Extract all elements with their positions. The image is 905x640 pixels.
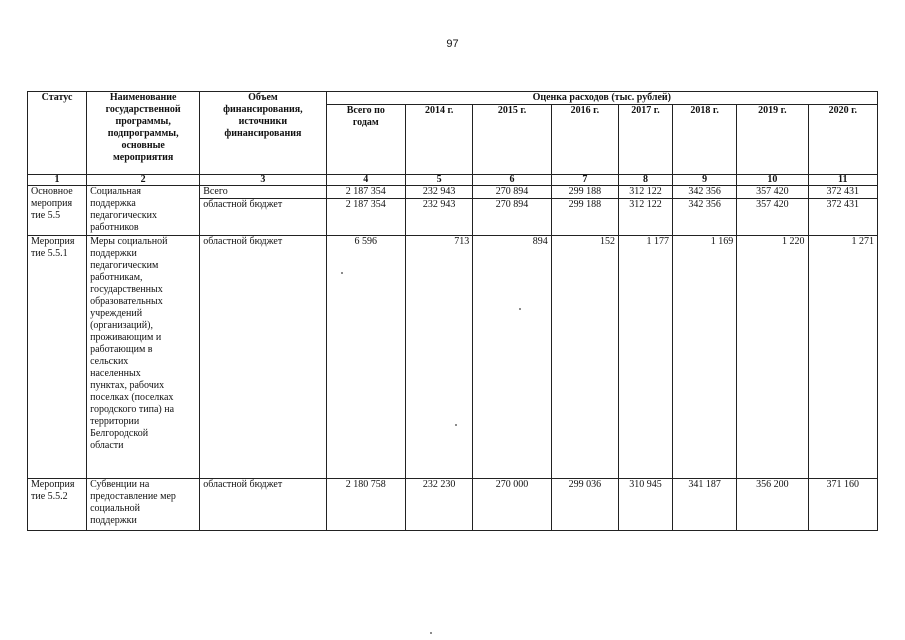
- header-year: 2020 г.: [808, 105, 877, 175]
- scan-speck: [519, 308, 521, 310]
- row-value: 342 356: [673, 199, 737, 236]
- row-total: 2 187 354: [326, 186, 405, 199]
- table-row: [28, 479, 878, 531]
- header-year: 2018 г.: [673, 105, 737, 175]
- row-value: 894: [473, 236, 551, 479]
- column-number: 2: [87, 175, 200, 186]
- scan-speck: [455, 424, 457, 426]
- row-value: 1 271: [808, 236, 877, 479]
- row-value: 299 188: [551, 199, 618, 236]
- row-total: 2 187 354: [326, 199, 405, 236]
- header-status: Статус: [28, 92, 87, 175]
- row-source-label: областной бюджет: [200, 236, 326, 479]
- column-number-row: [28, 175, 878, 186]
- column-number: 1: [28, 175, 87, 186]
- table-row: [28, 236, 878, 479]
- row-value: 270 000: [473, 479, 551, 531]
- row-value: 371 160: [808, 479, 877, 531]
- row-value: 1 220: [737, 236, 808, 479]
- row-status: Мероприя тие 5.5.2: [28, 479, 87, 531]
- row-value: 270 894: [473, 199, 551, 236]
- row-value: 713: [406, 236, 473, 479]
- row-value: 312 122: [619, 199, 673, 236]
- row-value: 1 177: [619, 236, 673, 479]
- header-funding-volume: Объем финансирования, источники финансирования: [200, 92, 326, 175]
- row-status: Мероприя тие 5.5.1: [28, 236, 87, 479]
- row-value: 152: [551, 236, 618, 479]
- row-value: 341 187: [673, 479, 737, 531]
- header-total-years: Всего по годам: [326, 105, 405, 175]
- row-value: 270 894: [473, 186, 551, 199]
- column-number: 11: [808, 175, 877, 186]
- row-value: 357 420: [737, 199, 808, 236]
- column-number: 4: [326, 175, 405, 186]
- column-number: 10: [737, 175, 808, 186]
- column-number: 9: [673, 175, 737, 186]
- header-estimate-group: Оценка расходов (тыс. рублей): [326, 92, 877, 105]
- row-status: Основное мероприя тие 5.5: [28, 186, 87, 236]
- header-year: 2016 г.: [551, 105, 618, 175]
- row-value: 232 943: [406, 186, 473, 199]
- table-row: [28, 186, 878, 199]
- scan-speck: [341, 272, 343, 274]
- header-program-name: Наименование государственной программы, подпрограммы, основные мероприятия: [87, 92, 200, 175]
- expenditure-table: [27, 91, 878, 531]
- row-name: Социальная поддержка педагогических работников: [87, 186, 200, 236]
- row-value: 356 200: [737, 479, 808, 531]
- row-total: 2 180 758: [326, 479, 405, 531]
- page-number: 97: [446, 38, 459, 50]
- row-name: Меры социальной поддержки педагогическим работникам, государственных образовательных учреждений (организаций), проживающим и работающим в сельских населенных пунктах, рабочих поселках (поселках городского типа) на территории Белгородской области: [87, 236, 200, 479]
- row-value: 299 036: [551, 479, 618, 531]
- column-number: 7: [551, 175, 618, 186]
- column-number: 3: [200, 175, 326, 186]
- column-number: 5: [406, 175, 473, 186]
- row-name: Субвенции на предоставление мер социальной поддержки: [87, 479, 200, 531]
- row-value: 312 122: [619, 186, 673, 199]
- header-year: 2019 г.: [737, 105, 808, 175]
- row-source-label: Всего: [200, 186, 326, 199]
- row-value: 357 420: [737, 186, 808, 199]
- row-source-label: областной бюджет: [200, 199, 326, 236]
- column-number: 6: [473, 175, 551, 186]
- row-total: 6 596: [326, 236, 405, 479]
- row-value: 299 188: [551, 186, 618, 199]
- row-value: 372 431: [808, 199, 877, 236]
- row-value: 1 169: [673, 236, 737, 479]
- scan-speck: [430, 632, 432, 634]
- header-year: 2014 г.: [406, 105, 473, 175]
- column-number: 8: [619, 175, 673, 186]
- row-value: 342 356: [673, 186, 737, 199]
- row-value: 310 945: [619, 479, 673, 531]
- row-source-label: областной бюджет: [200, 479, 326, 531]
- header-year: 2015 г.: [473, 105, 551, 175]
- header-year: 2017 г.: [619, 105, 673, 175]
- row-value: 232 943: [406, 199, 473, 236]
- row-value: 372 431: [808, 186, 877, 199]
- row-value: 232 230: [406, 479, 473, 531]
